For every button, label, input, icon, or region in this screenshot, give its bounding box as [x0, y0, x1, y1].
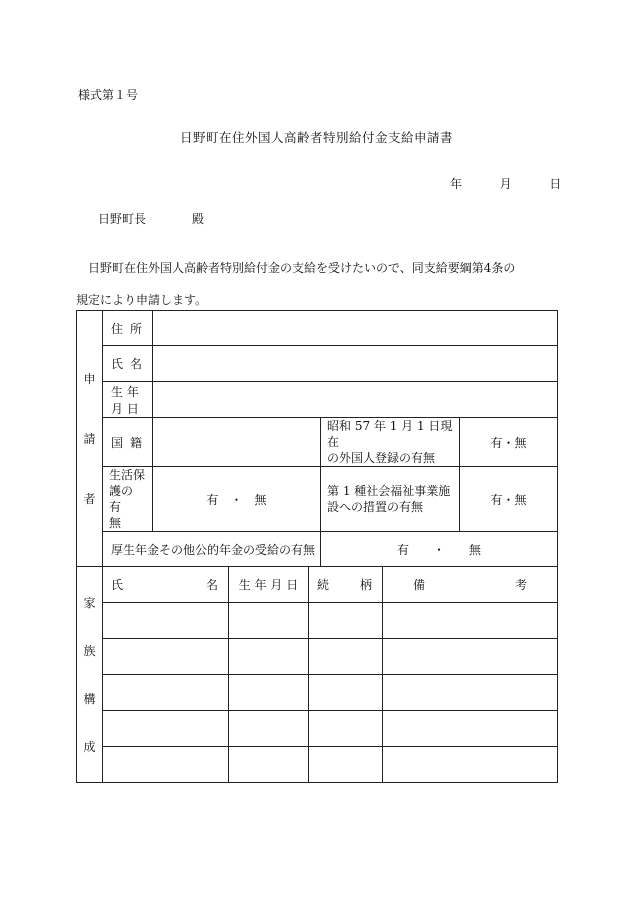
family-col-relation [309, 567, 383, 603]
family-relation-cell[interactable] [309, 675, 383, 711]
label-char: 名 [205, 578, 218, 592]
family-col-birthdate: 生 年 月 日 [229, 567, 309, 603]
family-remarks-cell[interactable] [383, 639, 558, 675]
pension-value[interactable]: 有 ・ 無 [321, 532, 558, 567]
addressee-honorific: 殿 [192, 212, 205, 226]
label-char: 氏 [111, 357, 124, 371]
body-text [76, 252, 564, 316]
birthdate-label: 生 年 月 日 [103, 382, 153, 418]
table-row [77, 639, 558, 675]
family-birthdate-cell[interactable] [229, 639, 309, 675]
family-name-cell[interactable] [103, 747, 229, 783]
welfare-label [103, 467, 158, 532]
family-birthdate-cell[interactable] [229, 747, 309, 783]
label-char: 籍 [129, 435, 142, 450]
table-row [77, 711, 558, 747]
label-char: 名 [129, 357, 142, 371]
name-field[interactable] [153, 346, 558, 382]
date-month: 月 [499, 177, 512, 191]
form-number: 様式第１号 [78, 88, 139, 102]
family-label-char: 家 [83, 595, 96, 610]
label-char: 所 [129, 321, 142, 336]
facility-label [321, 467, 460, 532]
family-relation-cell[interactable] [309, 639, 383, 675]
registration-value[interactable]: 有・無 [460, 418, 558, 467]
label-char: 備 [413, 578, 426, 592]
family-remarks-cell[interactable] [383, 675, 558, 711]
date-day: 日 [549, 177, 562, 191]
family-label-char: 族 [83, 643, 96, 658]
family-birthdate-cell[interactable] [229, 675, 309, 711]
label-char: 住 [111, 321, 124, 336]
table-row [77, 747, 558, 783]
name-label [103, 346, 153, 382]
date-line [450, 175, 561, 192]
family-name-cell[interactable] [103, 711, 229, 747]
family-col-name [103, 567, 229, 603]
nationality-label [103, 418, 153, 467]
table-row [77, 675, 558, 711]
label-line: 生活保護の [109, 468, 146, 498]
applicant-section-label [77, 311, 103, 567]
family-label-char: 成 [83, 739, 96, 754]
family-birthdate-cell[interactable] [229, 711, 309, 747]
family-label-char: 構 [83, 691, 96, 706]
family-remarks-cell[interactable] [383, 603, 558, 639]
address-label [103, 311, 153, 346]
label-line: 設への措置の有無 [327, 500, 424, 514]
pension-label: 厚生年金その他公的年金の受給の有無 [103, 532, 321, 567]
family-birthdate-cell[interactable] [229, 603, 309, 639]
label-char: 柄 [359, 578, 372, 592]
applicant-label-char: 申 [83, 371, 96, 386]
body-line-1: 日野町在住外国人高齢者特別給付金の支給を受けたいので、同支給要綱第4条の [88, 261, 516, 275]
address-field[interactable] [153, 311, 558, 346]
nationality-field[interactable] [153, 418, 321, 467]
family-name-cell[interactable] [103, 639, 229, 675]
family-name-cell[interactable] [103, 603, 229, 639]
family-relation-cell[interactable] [309, 603, 383, 639]
registration-label [321, 418, 460, 467]
date-year: 年 [450, 177, 463, 191]
family-name-cell[interactable] [103, 675, 229, 711]
family-remarks-cell[interactable] [383, 747, 558, 783]
label-line: 昭和 57 年 1 月 1 日現在 [327, 419, 453, 449]
birthdate-field[interactable] [153, 382, 558, 418]
family-relation-cell[interactable] [309, 711, 383, 747]
addressee-name: 日野町長 [98, 212, 147, 226]
body-line-2: 規定により申請します。 [76, 293, 208, 307]
label-line: の外国人登録の有無 [327, 451, 436, 465]
document-title: 日野町在住外国人高齢者特別給付金支給申請書 [180, 130, 454, 145]
label-char: 国 [111, 435, 124, 450]
family-section-label [77, 567, 103, 783]
label-char: 考 [515, 578, 528, 592]
welfare-value[interactable]: 有 ・ 無 [153, 467, 321, 532]
table-row [77, 603, 558, 639]
label-line: 第 1 種社会福祉事業施 [327, 484, 451, 498]
label-char: 続 [317, 578, 330, 592]
family-relation-cell[interactable] [309, 747, 383, 783]
applicant-label-char: 者 [83, 491, 96, 506]
addressee [98, 210, 204, 227]
facility-value[interactable]: 有・無 [460, 467, 558, 532]
label-char: 氏 [111, 578, 124, 592]
applicant-label-char: 請 [83, 431, 96, 446]
family-col-remarks [383, 567, 558, 603]
label-line: 有 無 [109, 500, 158, 530]
application-form-table [76, 310, 558, 783]
family-remarks-cell[interactable] [383, 711, 558, 747]
